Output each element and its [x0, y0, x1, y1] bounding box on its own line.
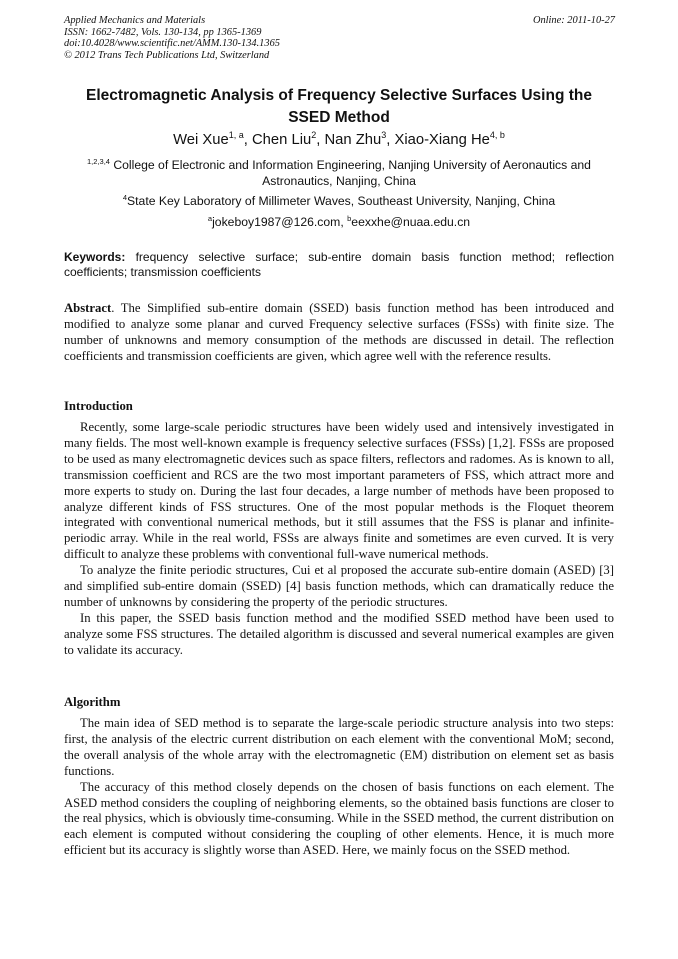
- author-superscript: 1, a: [228, 130, 244, 140]
- author-superscript: 3: [381, 130, 387, 140]
- affiliation-text: College of Electronic and Information Engineering, Nanjing University of Aeronautics and Astronautics, Nanjing, China: [113, 158, 591, 188]
- email-list: $^a$jokeboy1987@126.com, $^b$eexxhe@nuaa.edu.cn: [207, 214, 471, 229]
- paragraph: To analyze the finite periodic structures, Cui et al proposed the accurate sub-entire domain (ASED) [3] and simplified sub-entire domain (SSED) [4] basis function methods, which can dramatically reduce the number of unknowns by considering the property of the periodic structures.: [64, 563, 614, 609]
- journal-name: Applied Mechanics and Materials: [64, 15, 206, 26]
- doi-line: doi:10.4028/www.scientific.net/AMM.130-134.1365: [64, 38, 280, 49]
- online-date: Online: 2011-10-27: [532, 15, 615, 26]
- author-name: Wei Xue: [173, 132, 229, 148]
- keywords: [64, 250, 614, 279]
- affiliation: [64, 194, 614, 210]
- section-introduction: [64, 420, 614, 659]
- affiliation-text: State Key Laboratory of Millimeter Waves, Southeast University, Nanjing, China: [127, 194, 556, 208]
- author-name: Nan Zhu: [324, 132, 382, 148]
- keywords-text: frequency selective surface; sub-entire domain basis function method; reflection coefficients; transmission coefficients: [64, 250, 614, 279]
- email-superscript: a: [207, 214, 213, 223]
- affiliation-superscript: 4: [122, 193, 128, 202]
- keywords-label: Keywords:: [64, 250, 126, 264]
- author-list: Wei Xue$^{1, a}$, Chen Liu$^2$, Nan Zhu$^3$, Xiao-Xiang He$^{4, b}$: [173, 130, 505, 148]
- abstract-label: Abstract: [64, 301, 112, 315]
- author-name: Chen Liu: [251, 132, 312, 148]
- email-address[interactable]: jokeboy1987@126.com: [212, 215, 341, 229]
- author-superscript: 2: [311, 130, 317, 140]
- email-address[interactable]: eexxhe@nuaa.edu.cn: [351, 215, 471, 229]
- paragraph: In this paper, the SSED basis function method and the modified SSED method have been used to analyze some FSS structures. The detailed algorithm is discussed and several numerical examples are given to validate its accuracy.: [64, 610, 614, 657]
- paragraph: The main idea of SED method is to separate the large-scale periodic structure analysis into two steps: first, the analysis of the electric current distribution on each element with the conventional MoM; second, the overall analysis of the whole array with the electromagnetic (EM) distribution on element set as basis functions.: [64, 716, 614, 778]
- affiliation-superscript: 1,2,3,4: [87, 157, 110, 166]
- section-algorithm: [64, 716, 614, 859]
- author-name: Xiao-Xiang He: [394, 132, 490, 148]
- paragraph: The accuracy of this method closely depends on the chosen of basis functions on each element. The ASED method considers the coupling of neighboring elements, so the obtained basis functions are closer to the real physics, which is obviously time-consuming. While in the SSED method, the current distribution on each element is computed without considering the coupling of other elements. Hence, it is much more efficient but its accuracy is slightly worse than ASED. Here, we mainly focus on the SSED method.: [64, 779, 614, 858]
- paper-title: Electromagnetic Analysis of Frequency Selective Surfaces Using the SSED Method: [86, 87, 592, 126]
- author-superscript: 4, b: [489, 130, 505, 140]
- abstract: [64, 301, 614, 365]
- email-superscript: b: [347, 214, 352, 223]
- issn-line: ISSN: 1662-7482, Vols. 130-134, pp 1365-1369: [64, 26, 262, 38]
- section-heading-algorithm: Algorithm: [64, 695, 121, 709]
- section-heading-introduction: Introduction: [64, 399, 133, 413]
- paragraph: Recently, some large-scale periodic structures have been widely used and intensively investigated in many fields. The most well-known example is frequency selective surfaces (FSSs) [1,2]. FSSs are proposed to be used as many electromagnetic devices such as space filters, reflectors and radomes. As is known to all, transmission coefficient and RCS are the two most important parameters of FSS, which attract more and more experts to study on. During the last four decades, a large number of methods have been proposed to analyze different kinds of FSS structures. One of the most popular methods is the Floquet theorem integrated with conventional numerical methods, but it still assumes that the FSS is planar and infinite-periodic array. While in the real world, FSSs are always finite and sometimes are even curved. It is very difficult to analyze these problems with conventional full-wave numerical methods.: [64, 420, 614, 562]
- copyright-line: © 2012 Trans Tech Publications Ltd, Switzerland: [64, 49, 270, 61]
- journal-header: [64, 15, 280, 61]
- abstract-text: . The Simplified sub-entire domain (SSED) basis function method has been introduced and modified to analyze some planar and curved Frequency selective surfaces (FSSs) with finite size. The number of unknowns and memory consumption of the methods are discussed in detail. The reflection coefficients and transmission coefficients are given, which agree well with the reference results.: [64, 301, 614, 363]
- affiliation: [64, 158, 614, 189]
